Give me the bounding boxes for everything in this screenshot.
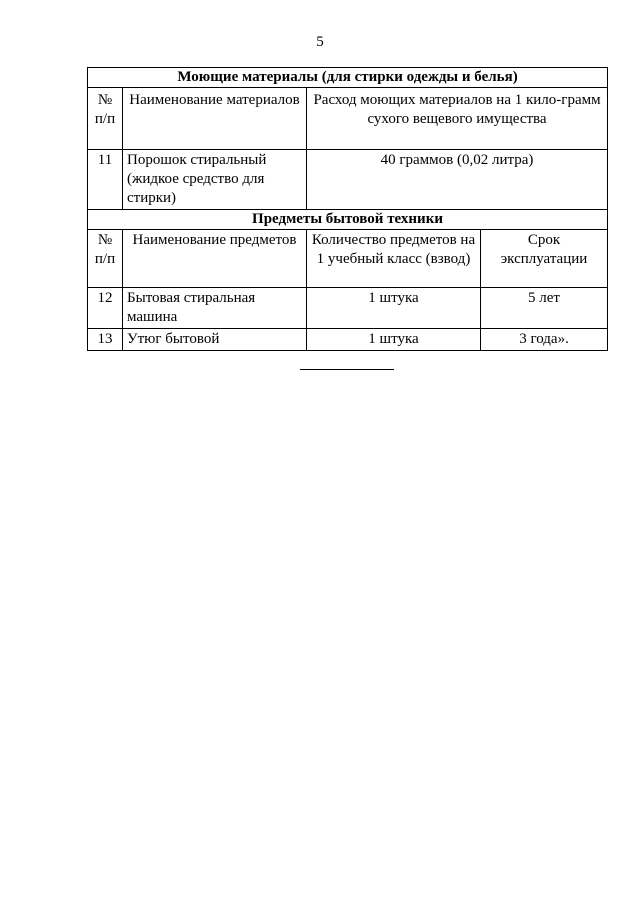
row-name: Утюг бытовой [123, 329, 307, 351]
header-term: Срок эксплуатации [481, 230, 608, 288]
table-row [88, 329, 608, 351]
row-quantity: 1 штука [307, 288, 481, 329]
row-term: 5 лет [481, 288, 608, 329]
row-term: 3 года». [481, 329, 608, 351]
row-quantity: 1 штука [307, 329, 481, 351]
header-row-washing [88, 88, 608, 150]
table-row [88, 288, 608, 329]
row-name: Бытовая стиральная машина [123, 288, 307, 329]
header-num: № п/п [88, 230, 123, 288]
row-name: Порошок стиральный (жидкое средство для стирки) [123, 150, 307, 210]
section-title-row [88, 210, 608, 230]
page-number: 5 [316, 34, 324, 50]
header-num: № п/п [88, 88, 123, 150]
header-consumption: Расход моющих материалов на 1 кило-грамм сухого вещевого имущества [307, 88, 608, 150]
header-quantity: Количество предметов на 1 учебный класс (взвод) [307, 230, 481, 288]
section-title-row [88, 68, 608, 88]
header-material-name: Наименование материалов [123, 88, 307, 150]
row-consumption: 40 граммов (0,02 литра) [307, 150, 608, 210]
table-row [88, 150, 608, 210]
norms-table [87, 67, 608, 351]
header-item-name: Наименование предметов [123, 230, 307, 288]
section-title-appliances: Предметы бытовой техники [88, 210, 608, 230]
row-num: 13 [88, 329, 123, 351]
row-num: 12 [88, 288, 123, 329]
row-num: 11 [88, 150, 123, 210]
end-separator-line [300, 369, 394, 370]
section-title-washing: Моющие материалы (для стирки одежды и белья) [88, 68, 608, 88]
header-row-appliances [88, 230, 608, 288]
